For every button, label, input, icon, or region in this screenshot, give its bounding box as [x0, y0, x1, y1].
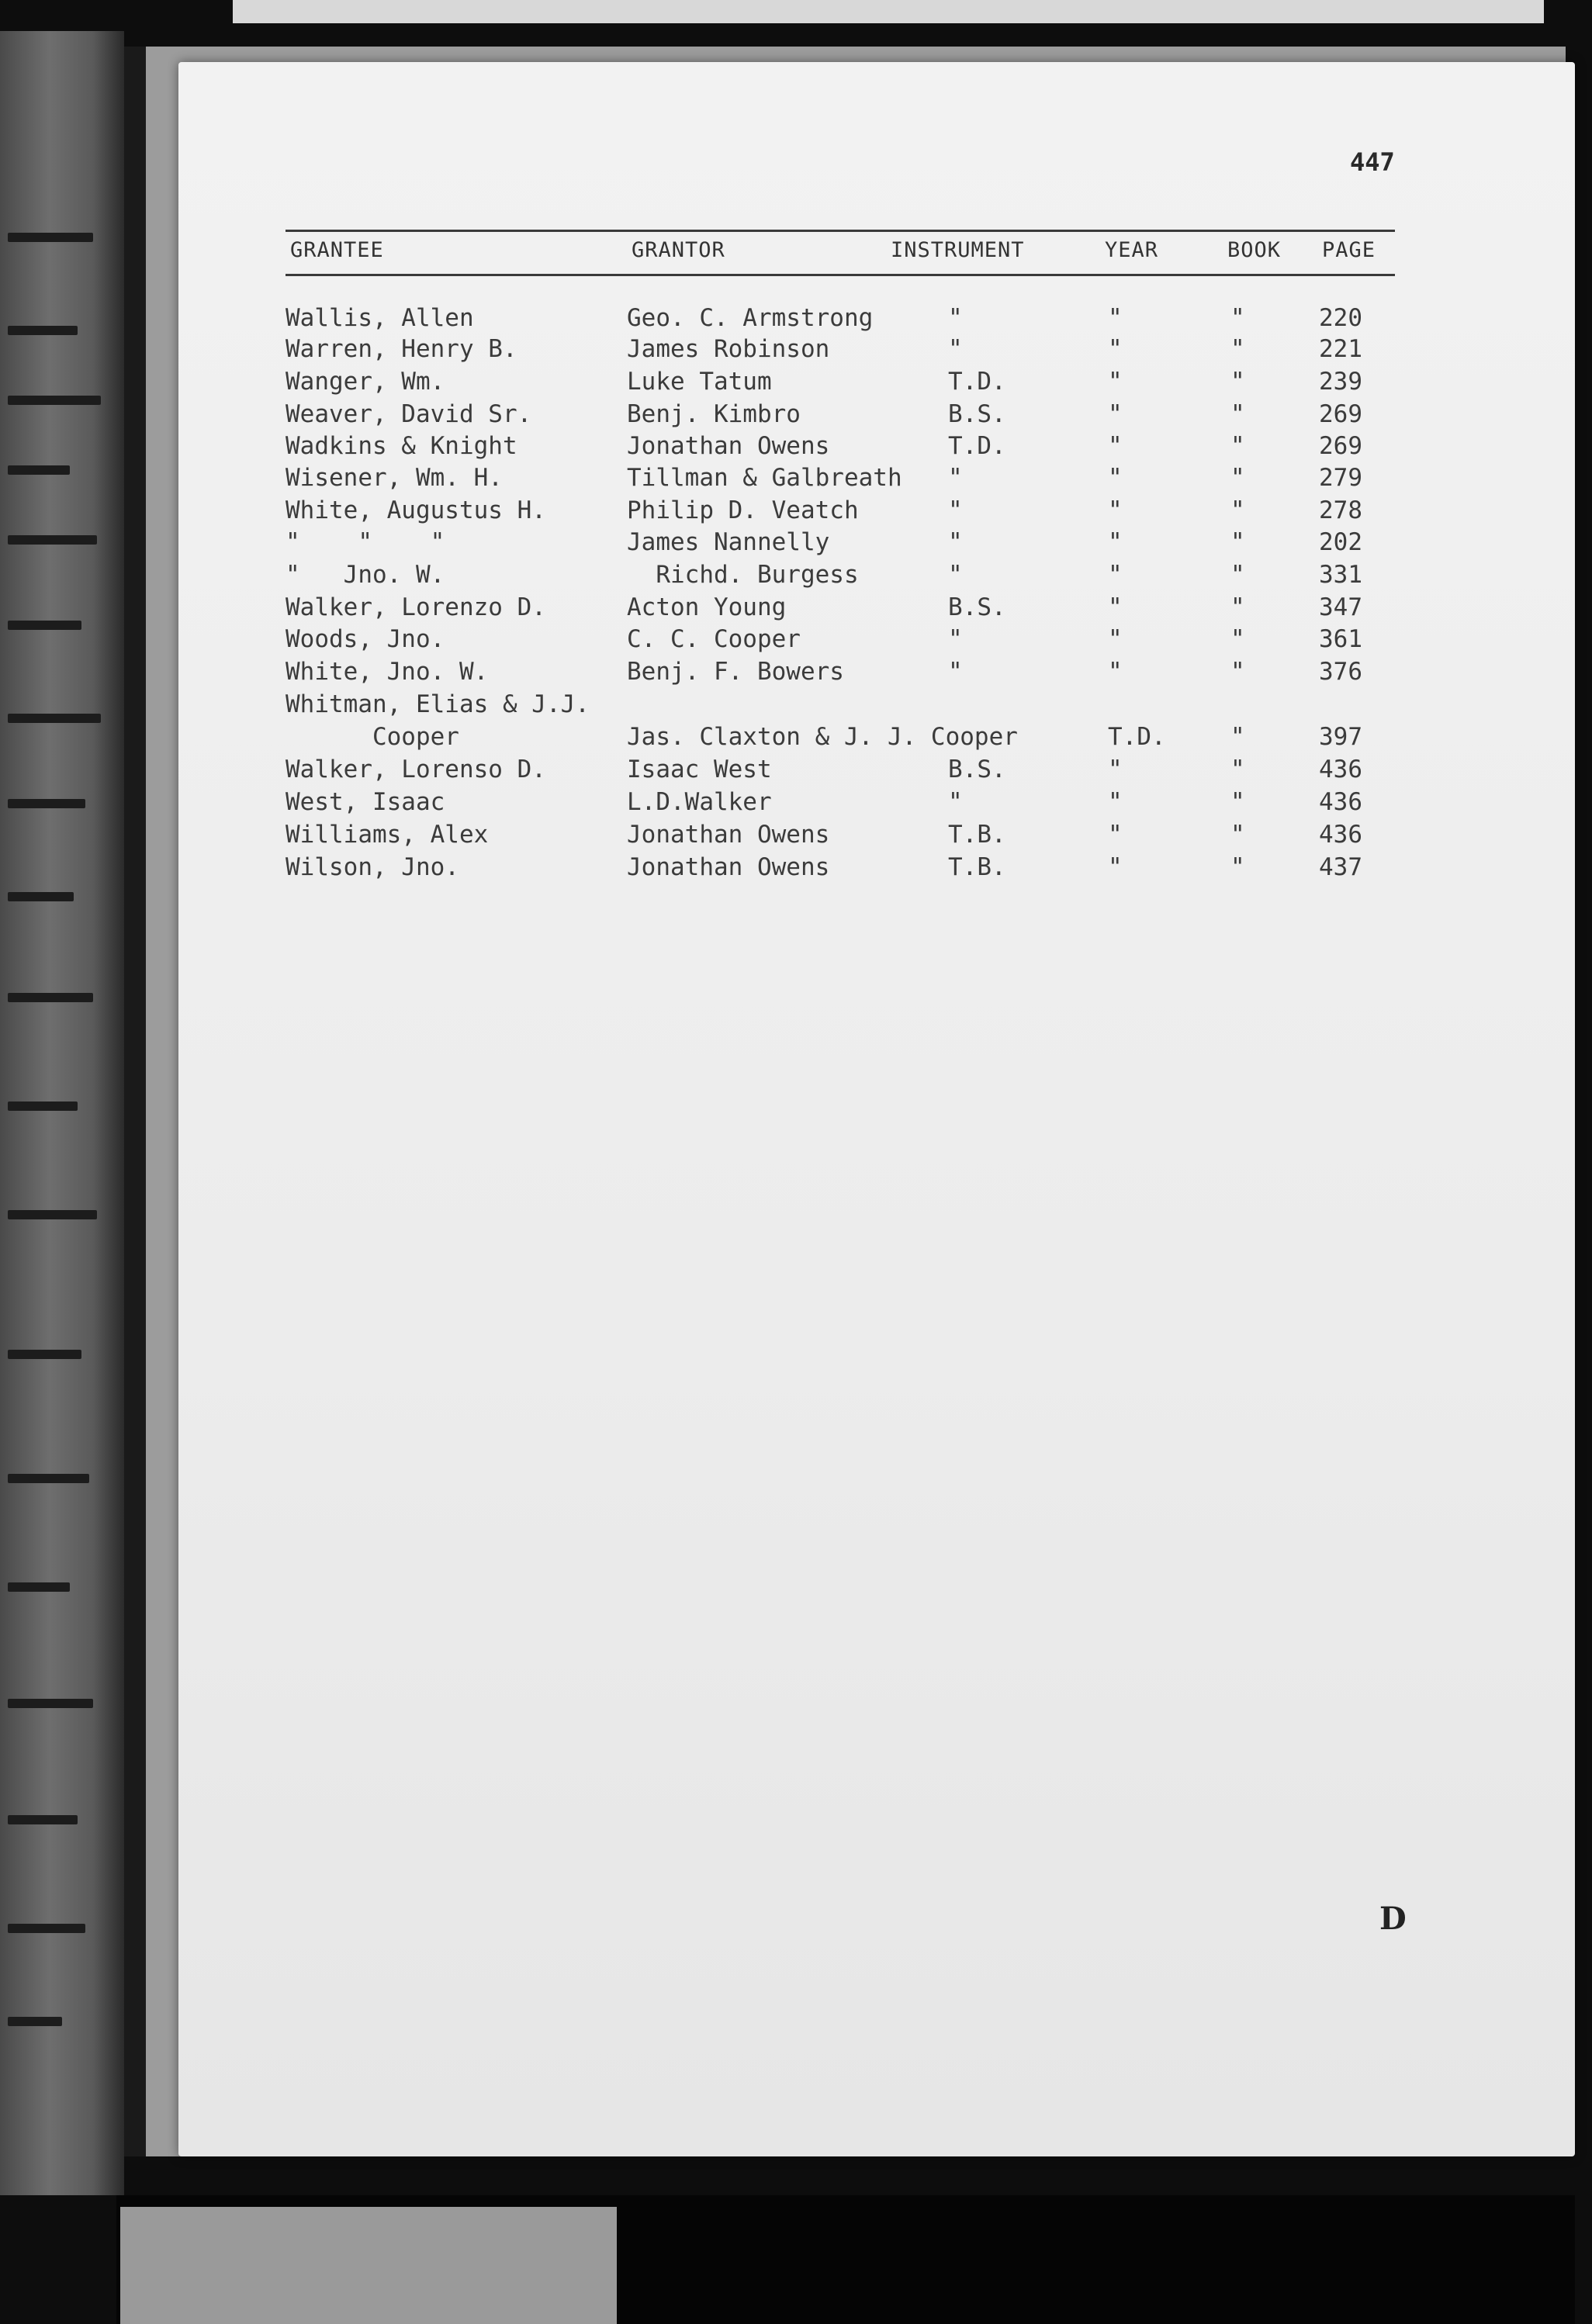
cell-year: " — [1108, 658, 1123, 686]
cell-page: 331 — [1319, 561, 1362, 589]
cell-instrument: T.D. — [948, 432, 1006, 460]
table-row — [0, 304, 1592, 335]
cell-page: 437 — [1319, 853, 1362, 881]
cell-book: " — [1230, 335, 1245, 363]
cell-grantor: L.D.Walker — [627, 788, 772, 816]
cell-instrument: " — [948, 788, 963, 816]
cell-page: 279 — [1319, 464, 1362, 492]
cell-year: " — [1108, 400, 1123, 428]
table-row — [0, 690, 1592, 721]
cell-grantor: Richd. Burgess — [627, 561, 859, 589]
cell-instrument: B.S. — [948, 756, 1006, 783]
cell-year: " — [1108, 528, 1123, 556]
table-row — [0, 853, 1592, 884]
cell-grantor: James Robinson — [627, 335, 830, 363]
cell-page: 397 — [1319, 723, 1362, 751]
cell-instrument: T.D. — [948, 368, 1006, 396]
cell-book: " — [1230, 368, 1245, 396]
cell-book: " — [1230, 756, 1245, 783]
cell-grantee: Warren, Henry B. — [286, 335, 517, 363]
cell-page: 376 — [1319, 658, 1362, 686]
cell-grantor: Jonathan Owens — [627, 432, 830, 460]
table-row — [0, 464, 1592, 495]
cell-grantee: West, Isaac — [286, 788, 445, 816]
header-year: YEAR — [1105, 238, 1159, 262]
cell-book: " — [1230, 496, 1245, 524]
cell-year: " — [1108, 368, 1123, 396]
table-row — [0, 528, 1592, 559]
table-row — [0, 432, 1592, 463]
cell-instrument: " — [948, 625, 963, 653]
cell-instrument: T.B. — [948, 821, 1006, 849]
cell-book: " — [1230, 400, 1245, 428]
cell-grantee: Woods, Jno. — [286, 625, 445, 653]
cell-page: 269 — [1319, 400, 1362, 428]
cell-grantor: James Nannelly — [627, 528, 830, 556]
table-row — [0, 658, 1592, 689]
cell-year: " — [1108, 561, 1123, 589]
cell-book: " — [1230, 528, 1245, 556]
cell-instrument: " — [948, 561, 963, 589]
header-instrument: INSTRUMENT — [891, 238, 1025, 262]
cell-page: 436 — [1319, 821, 1362, 849]
cell-page: 239 — [1319, 368, 1362, 396]
cell-grantor: Benj. Kimbro — [627, 400, 801, 428]
cell-year: " — [1108, 496, 1123, 524]
cell-grantee: Whitman, Elias & J.J. — [286, 690, 590, 718]
top-border — [233, 0, 1544, 23]
cell-book: " — [1230, 561, 1245, 589]
cell-book: " — [1230, 788, 1245, 816]
table-header — [286, 230, 1395, 276]
cell-year: " — [1108, 335, 1123, 363]
cell-page: 202 — [1319, 528, 1362, 556]
cell-grantor: Luke Tatum — [627, 368, 772, 396]
cell-grantor: Geo. C. Armstrong — [627, 304, 874, 332]
cell-year: " — [1108, 853, 1123, 881]
cell-grantor: C. C. Cooper — [627, 625, 801, 653]
cell-year: " — [1108, 432, 1123, 460]
cell-book: " — [1230, 304, 1245, 332]
cell-book: " — [1230, 464, 1245, 492]
header-grantee: GRANTEE — [290, 238, 384, 262]
cell-grantee: Wanger, Wm. — [286, 368, 445, 396]
table-row — [0, 496, 1592, 527]
table-row — [0, 400, 1592, 431]
header-grantor: GRANTOR — [632, 238, 725, 262]
cell-grantee: Walker, Lorenzo D. — [286, 593, 546, 621]
cell-page: 220 — [1319, 304, 1362, 332]
cell-grantor: Isaac West — [627, 756, 772, 783]
bottom-card — [120, 2207, 617, 2324]
cell-grantor: Philip D. Veatch — [627, 496, 859, 524]
cell-year: T.D. — [1108, 723, 1166, 751]
cell-grantee: Cooper — [286, 723, 459, 751]
cell-instrument: " — [948, 528, 963, 556]
cell-grantee: Williams, Alex — [286, 821, 489, 849]
cell-year: " — [1108, 625, 1123, 653]
cell-year: " — [1108, 756, 1123, 783]
cell-grantee: Walker, Lorenso D. — [286, 756, 546, 783]
cell-page: 347 — [1319, 593, 1362, 621]
cell-instrument: T.B. — [948, 853, 1006, 881]
cell-grantee: Wallis, Allen — [286, 304, 474, 332]
table-row — [0, 335, 1592, 366]
table-row — [0, 788, 1592, 819]
cell-instrument: B.S. — [948, 400, 1006, 428]
cell-book: " — [1230, 853, 1245, 881]
cell-book: " — [1230, 625, 1245, 653]
header-book: BOOK — [1227, 238, 1282, 262]
cell-grantor: Jas. Claxton & J. J. Cooper — [627, 723, 1018, 751]
table-row — [0, 593, 1592, 624]
cell-grantor: Jonathan Owens — [627, 853, 830, 881]
table-row — [0, 723, 1592, 754]
cell-grantor: Benj. F. Bowers — [627, 658, 844, 686]
cell-grantee: White, Jno. W. — [286, 658, 489, 686]
margin-mark: D — [1379, 1900, 1407, 1937]
cell-grantee: " Jno. W. — [286, 561, 445, 589]
cell-page: 269 — [1319, 432, 1362, 460]
cell-page: 278 — [1319, 496, 1362, 524]
cell-year: " — [1108, 304, 1123, 332]
cell-year: " — [1108, 464, 1123, 492]
cell-instrument: " — [948, 496, 963, 524]
table-row — [0, 625, 1592, 656]
cell-grantee: White, Augustus H. — [286, 496, 546, 524]
table-row — [0, 561, 1592, 592]
cell-instrument: " — [948, 335, 963, 363]
cell-book: " — [1230, 723, 1245, 751]
table-row — [0, 368, 1592, 399]
page-number: 447 — [1350, 147, 1395, 177]
cell-instrument: " — [948, 464, 963, 492]
cell-grantor: Acton Young — [627, 593, 787, 621]
header-page: PAGE — [1322, 238, 1376, 262]
cell-year: " — [1108, 593, 1123, 621]
cell-page: 436 — [1319, 788, 1362, 816]
cell-grantor: Tillman & Galbreath — [627, 464, 902, 492]
cell-instrument: " — [948, 658, 963, 686]
cell-book: " — [1230, 593, 1245, 621]
cell-instrument: B.S. — [948, 593, 1006, 621]
cell-grantee: Weaver, David Sr. — [286, 400, 532, 428]
cell-page: 221 — [1319, 335, 1362, 363]
cell-grantee: Wilson, Jno. — [286, 853, 459, 881]
cell-year: " — [1108, 821, 1123, 849]
cell-grantee: Wadkins & Knight — [286, 432, 517, 460]
cell-instrument: " — [948, 304, 963, 332]
cell-book: " — [1230, 432, 1245, 460]
cell-year: " — [1108, 788, 1123, 816]
cell-grantee: Wisener, Wm. H. — [286, 464, 503, 492]
table-row — [0, 821, 1592, 852]
table-row — [0, 756, 1592, 787]
cell-page: 361 — [1319, 625, 1362, 653]
cell-grantor: Jonathan Owens — [627, 821, 830, 849]
cell-page: 436 — [1319, 756, 1362, 783]
cell-book: " — [1230, 658, 1245, 686]
cell-grantee: " " " — [286, 528, 445, 556]
cell-book: " — [1230, 821, 1245, 849]
